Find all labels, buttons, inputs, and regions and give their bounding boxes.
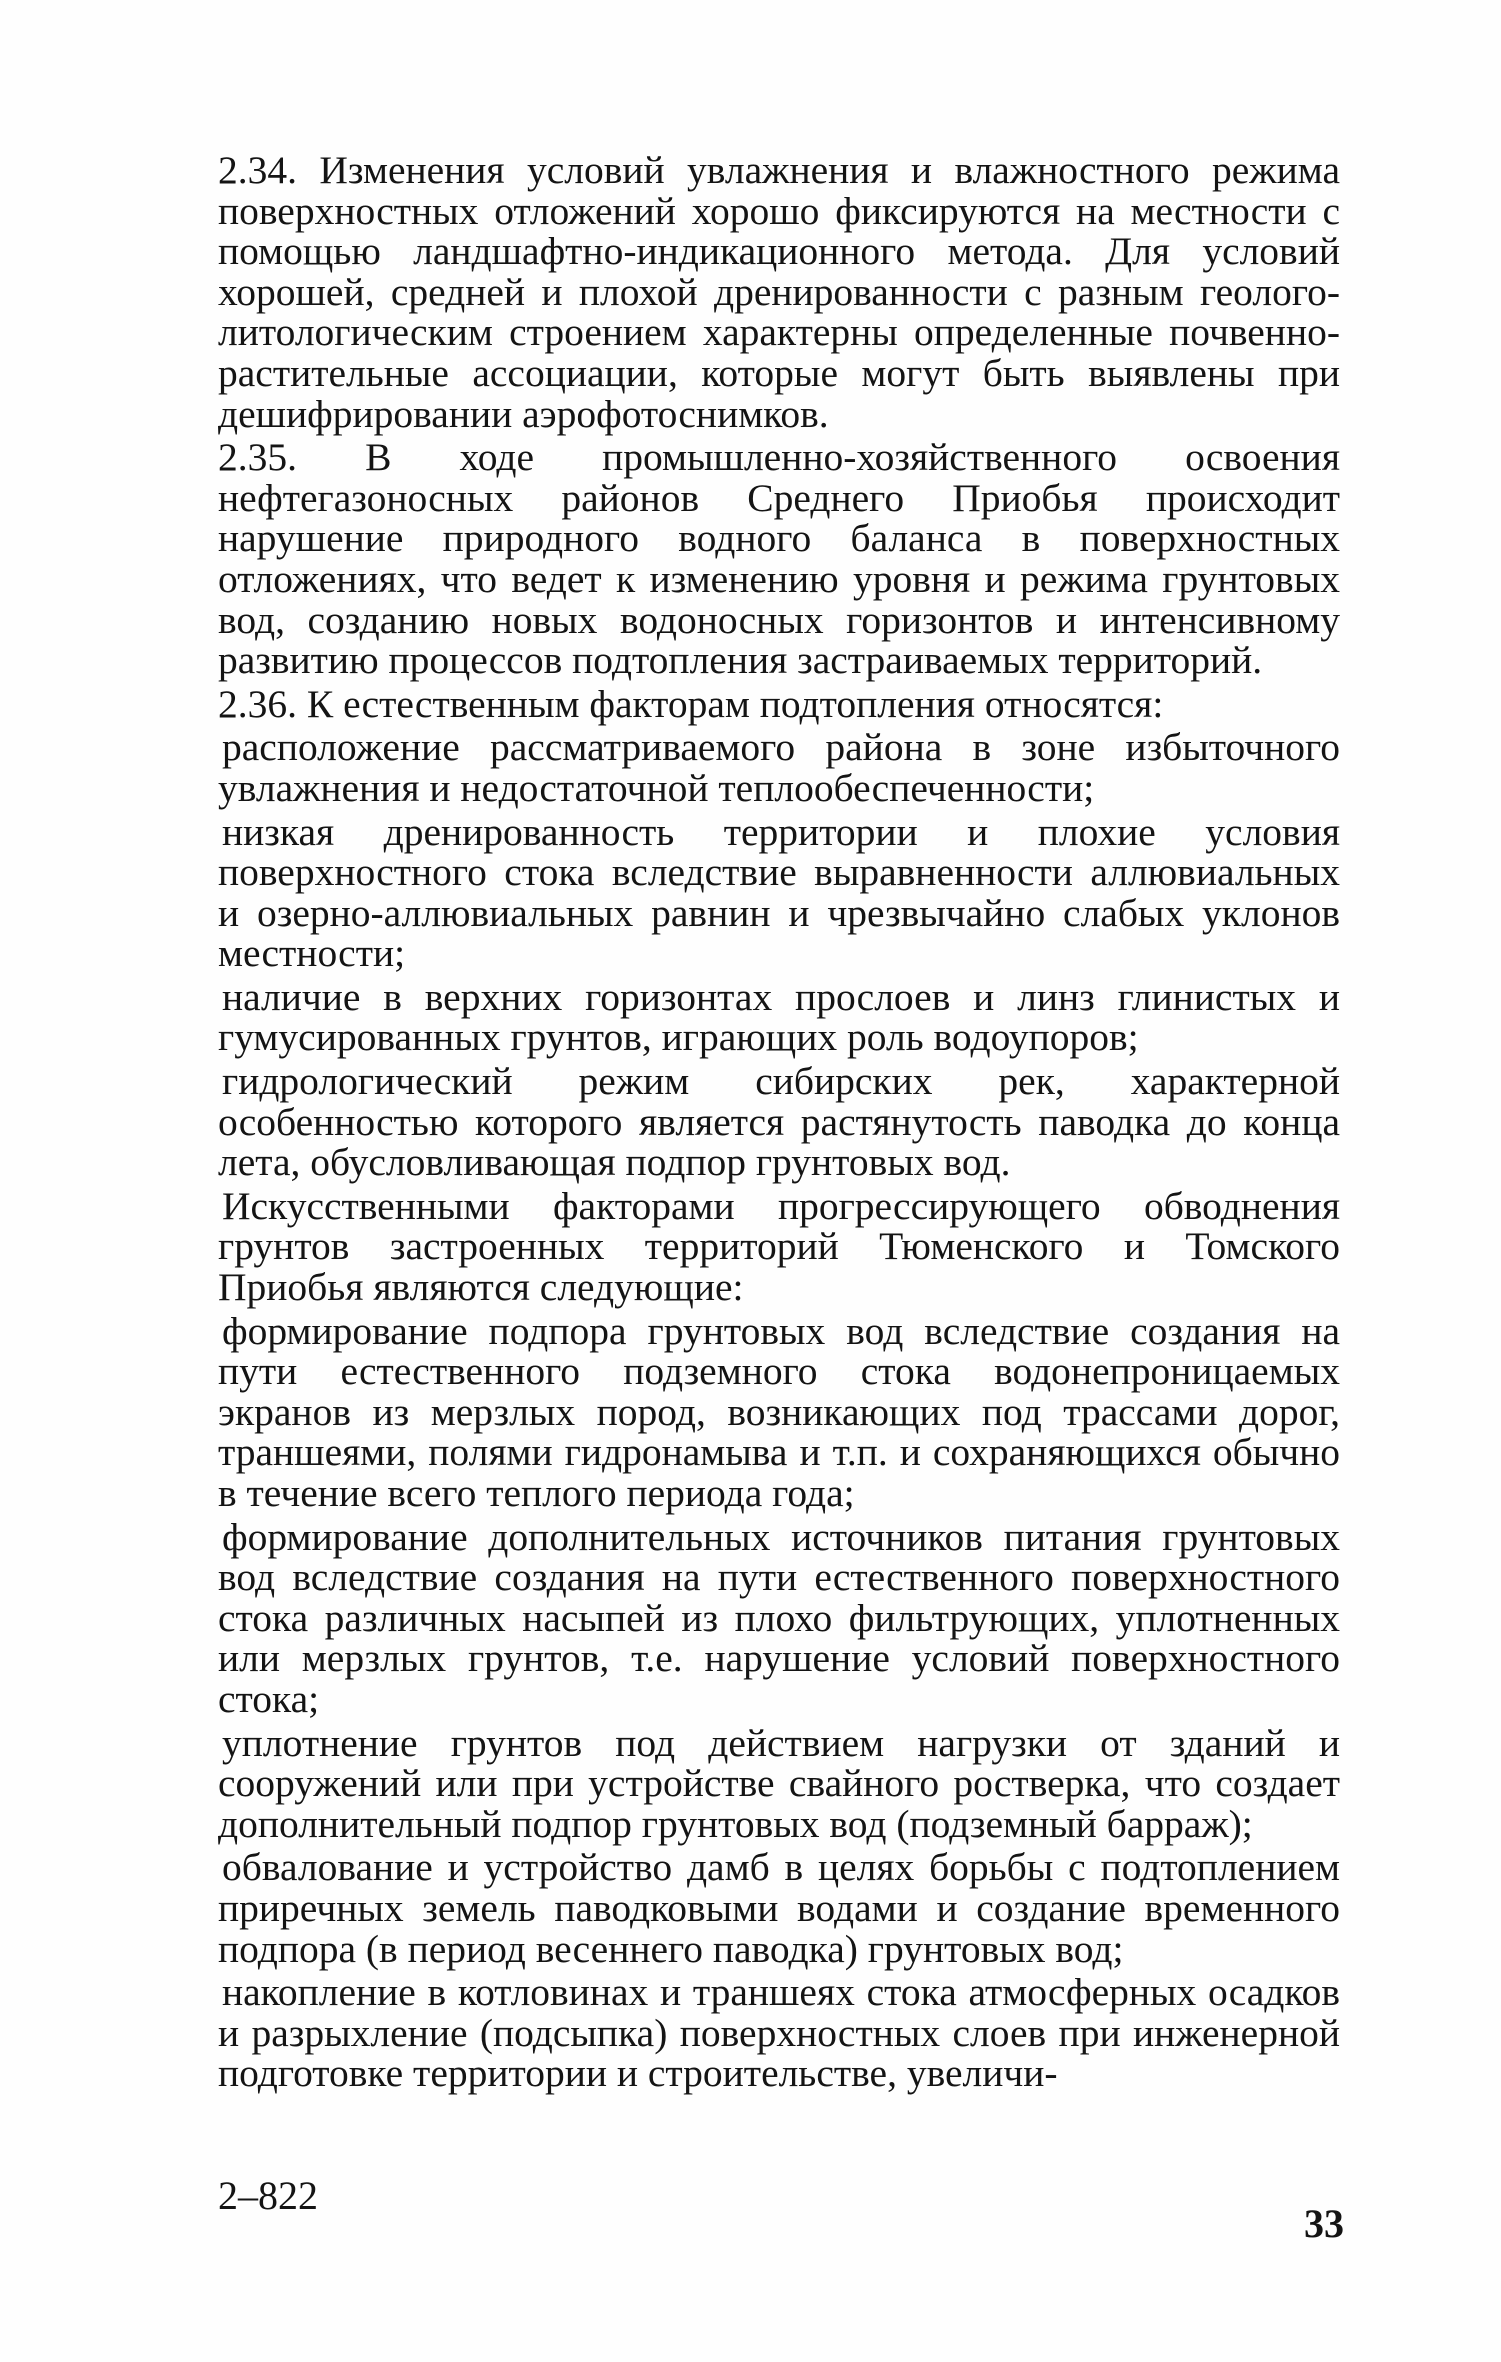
artificial-factor-item: накопление в котловинах и траншеях стока атмосферных осадков и разрыхление (подсыпка) поверхностных слоев при инженерной подготовке территории и строительстве, увеличи- — [218, 1970, 1340, 2096]
page-number: 33 — [1304, 2201, 1344, 2246]
natural-factor-item: расположение рассматриваемого района в зоне избыточного увлажнения и недостаточной теплообеспеченности; — [218, 725, 1340, 810]
paragraph-2-35: 2.35. В ходе промышленно-хозяйственного освоения нефтегазоносных районов Среднего Приобья происходит нарушение природного водного баланса в поверхностных отложениях, что ведет к изменению уровня и режима грунтовых вод, созданию новых водоносных горизонтов и интенсивному развитию процессов подтопления застраиваемых территорий. — [218, 435, 1340, 683]
artificial-factor-item: обвалование и устройство дамб в целях борьбы с подтоплением приречных земель паводковыми водами и создание временного подпора (в период весеннего паводка) грунтовых вод; — [218, 1845, 1340, 1971]
natural-factor-item: наличие в верхних горизонтах прослоев и линз глинистых и гумусированных грунтов, играющих роль водоупоров; — [218, 974, 1340, 1060]
natural-factor-item: низкая дренированность территории и плохие условия поверхностного стока вследствие выравненности аллювиальных и озерно-аллювиальных равнин и чрезвычайно слабых уклонов местности; — [218, 809, 1340, 976]
artificial-factor-item: формирование подпора грунтовых вод вследствие создания на пути естественного подземного стока водонепроницаемых экранов из мерзлых пород, возникающих под трассами дорог, траншеями, полями гидронамыва и т.п. и сохраняющихся обычно в течение всего теплого периода года; — [218, 1308, 1340, 1515]
artificial-factor-item: формирование дополнительных источников питания грунтовых вод вследствие создания на пути естественного поверхностного стока различных насыпей из плохо фильтрующих, уплотненных или мерзлых грунтов, т.е. нарушение условий поверхностного стока; — [218, 1514, 1340, 1721]
print-signature: 2–822 — [218, 2173, 318, 2218]
body-text — [218, 150, 1340, 2097]
paragraph-2-36: 2.36. К естественным факторам подтопления относятся: — [218, 681, 1164, 726]
artificial-factors-intro: Искусственными факторами прогрессирующего обводнения грунтов застроенных территорий Тюменского и Томского Приобья являются следующие: — [218, 1183, 1340, 1310]
paragraph-2-34: 2.34. Изменения условий увлажнения и влажностного режима поверхностных отложений хорошо фиксируются на местности с помощью ландшафтно-индикационного метода. Для условий хорошей, средней и плохой дренированности с разным геолого-литологическим строением характерны определенные почвенно-растительные ассоциации, которые могут быть выявлены при дешифрировании аэрофотоснимков. — [218, 148, 1340, 436]
natural-factor-item: гидрологический режим сибирских рек, характерной особенностью которого является растянутость паводка до конца лета, обусловливающая подпор грунтовых вод. — [218, 1059, 1340, 1185]
artificial-factor-item: уплотнение грунтов под действием нагрузки от зданий и сооружений или при устройстве свайного ростверка, что создает дополнительный подпор грунтовых вод (подземный барраж); — [218, 1720, 1340, 1846]
